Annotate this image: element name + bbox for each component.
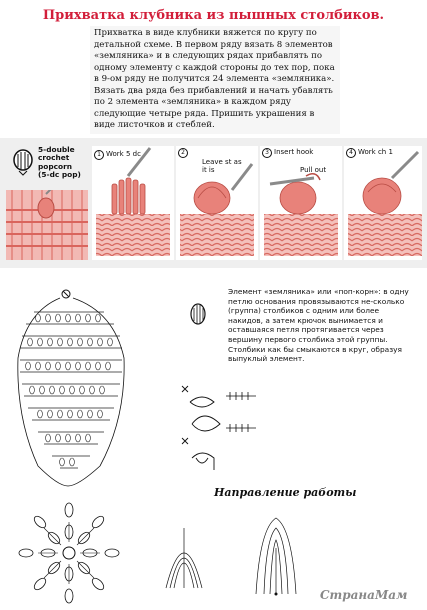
step-number: 3	[262, 148, 272, 158]
page-title: Прихватка клубника из пышных столбиков.	[42, 8, 385, 23]
legend-line: crochet	[38, 153, 70, 163]
step-3-text2: Pull out	[300, 166, 327, 174]
watermark-logo: СтранаМам	[320, 588, 408, 602]
legend-line: popcorn	[38, 161, 73, 171]
popcorn-legend	[38, 146, 81, 180]
step-2-text: Leave st as it is	[202, 158, 242, 174]
intro-text: Прихватка в виде клубники вяжется по кругу по детальной схеме. В первом ряду вязать 8 элементов «земляника» и в следующих рядах прибавлять по одному элементу с каждой стороны до тех пор, пока в 9-ом ряду не получится 24 элемента «земляника». Вязать два ряда без прибавлений и начать убавлять по 2 элемента «земляника» в каждом ряду следующие четыре ряда. Пришить украшения в виде листочков и стеблей.	[90, 26, 340, 134]
legend-line: 5-double	[38, 145, 75, 154]
popcorn-element-icon	[188, 302, 208, 330]
step-illustrations	[92, 146, 424, 260]
step-text: Work ch 1	[358, 148, 393, 156]
round-center-chart	[14, 498, 124, 608]
step-number: 2	[178, 148, 188, 158]
step-number: 4	[346, 148, 356, 158]
popcorn-note: Элемент «земляника» или «поп-корн»: в одну петлю основания провязываются не-сколько (группа) столбиков с одним или более накидов, а затем крючок вынимается и оставшаяся петля протягивается через вершину первого столбика этой группы. Столбики как бы смыкаются в круг, образуя выпуклый элемент.	[228, 287, 409, 364]
step-text: Insert hook	[274, 148, 314, 156]
strawberry-crochet-chart	[14, 288, 132, 488]
legend-line: (5-dc pop)	[38, 170, 81, 180]
popcorn-photo	[6, 190, 88, 260]
work-direction-label: Направление работы	[214, 486, 357, 499]
popcorn-symbol-icon	[10, 148, 36, 176]
step-text: Work 5 dc	[106, 150, 141, 158]
step-number: 1	[94, 150, 104, 160]
stem-charts	[172, 378, 262, 478]
leaf-charts	[160, 508, 320, 600]
